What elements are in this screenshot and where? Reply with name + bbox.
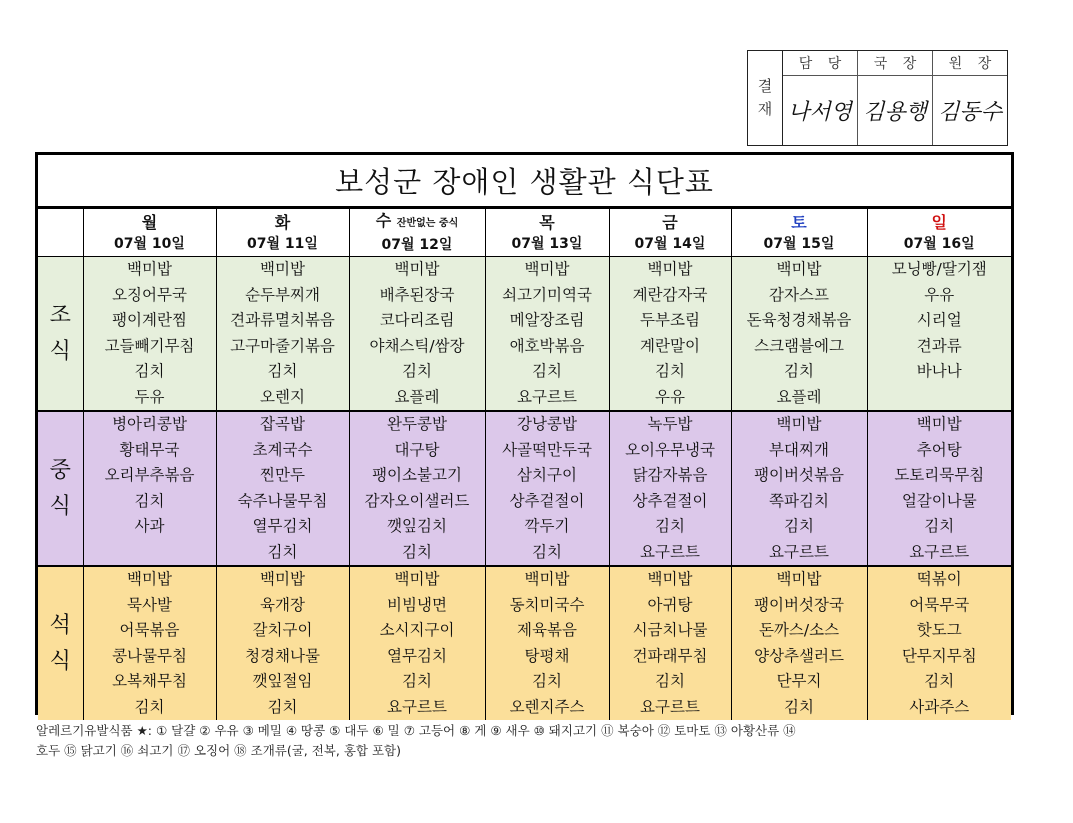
- menu-cell: [216, 257, 349, 412]
- menu-item: 계란감자국: [632, 285, 708, 304]
- menu-cell: [349, 257, 485, 412]
- menu-item: 순두부찌개: [245, 285, 320, 304]
- menu-item: 백미밥: [127, 570, 172, 588]
- menu-item: 모닝빵/딸기잼: [891, 260, 987, 278]
- meal-label-char: 식: [49, 648, 71, 674]
- day-date: 07월 13일: [511, 235, 583, 252]
- menu-cell: [731, 411, 867, 566]
- menu-item: 김치: [532, 672, 562, 690]
- menu-item: 요플레: [776, 387, 822, 406]
- menu-item: 김치: [784, 517, 814, 535]
- menu-item: 사과주스: [909, 697, 970, 716]
- menu-item: 열무김치: [387, 646, 447, 665]
- menu-item: 두부조림: [640, 311, 700, 329]
- menu-item: 닭감자볶음: [632, 466, 708, 484]
- menu-item: 초계국수: [252, 440, 313, 459]
- menu-item: 백미밥: [776, 260, 822, 278]
- dinner-row: [38, 566, 1011, 720]
- menu-item: 계란말이: [640, 336, 700, 355]
- menu-item: 탕평채: [524, 646, 570, 665]
- menu-item: 야채스틱/쌈장: [369, 336, 465, 355]
- menu-item: 건파래무침: [632, 646, 708, 665]
- menu-item: 백미밥: [647, 570, 693, 588]
- menu-table: [35, 152, 1014, 715]
- menu-item: 동치미국수: [509, 595, 585, 614]
- menu-item: 백미밥: [776, 570, 822, 588]
- menu-item: 요구르트: [387, 697, 447, 716]
- approval-role-char: 국: [873, 56, 888, 72]
- menu-item: 녹두밥: [647, 415, 693, 433]
- menu-item: 김치: [402, 542, 432, 561]
- allergy-line: 알레르기유발식품 ★: ① 달걀 ② 우유 ③ 메밀 ④ 땅콩 ⑤ 대두 ⑥ 밀 ⑦ 고등어 ⑧ 게 ⑨ 새우 ⑩ 돼지고기 ⑪ 복숭아 ⑫ 토마토 ⑬ 아황산류 ⑭: [36, 723, 796, 738]
- menu-item: 강낭콩밥: [517, 415, 577, 433]
- menu-item: 단무지무침: [901, 646, 977, 665]
- day-date: 07월 14일: [634, 235, 706, 252]
- menu-item: 감자오이샐러드: [364, 491, 470, 510]
- approval-role-char: 당: [827, 56, 842, 72]
- menu-item: 김치: [655, 517, 685, 535]
- menu-item: 스크램블에그: [754, 336, 844, 355]
- day-header: [485, 209, 609, 257]
- menu-cell: [867, 411, 1011, 566]
- menu-item: 김치: [134, 491, 165, 510]
- day-name: 금: [662, 212, 678, 232]
- menu-item: 요구르트: [640, 697, 700, 716]
- menu-item: 코다리조림: [379, 311, 455, 329]
- menu-item: 청경채나물: [245, 646, 320, 665]
- approval-role-char: 장: [902, 56, 917, 72]
- menu-cell: [349, 411, 485, 566]
- menu-cell: [731, 566, 867, 720]
- menu-item: 오이우무냉국: [625, 440, 715, 459]
- menu-item: 육개장: [260, 595, 305, 614]
- day-header: [83, 209, 216, 257]
- day-header: [731, 209, 867, 257]
- menu-item: 백미밥: [394, 260, 440, 278]
- menu-item: 김치: [655, 672, 685, 690]
- menu-item: 갈치구이: [252, 621, 313, 639]
- menu-item: 오렌지: [260, 387, 305, 406]
- menu-item: 돈육청경채볶음: [746, 311, 852, 329]
- menu-item: 깍두기: [524, 517, 570, 535]
- day-header: [349, 209, 485, 257]
- header-row: [38, 209, 1011, 257]
- menu-item: 쇠고기미역국: [502, 285, 592, 304]
- menu-cell: [83, 566, 216, 720]
- menu-item: 어묵무국: [909, 595, 970, 614]
- menu-item: 백미밥: [524, 570, 570, 588]
- meal-label-char: 식: [49, 338, 71, 364]
- menu-cell: [609, 257, 731, 412]
- menu-item: 단무지: [776, 672, 822, 690]
- approval-role-char: 원: [948, 56, 963, 72]
- menu-item: 떡볶이: [916, 570, 962, 588]
- menu-item: 오리부추볶음: [104, 466, 195, 484]
- menu-item: 김치: [267, 542, 298, 561]
- menu-item: 잡곡밥: [260, 415, 305, 433]
- menu-item: 고들빼기무침: [104, 336, 195, 355]
- day-name: 월: [141, 212, 158, 232]
- menu-item: 우유: [924, 285, 955, 304]
- meal-label-char: 조: [49, 302, 71, 328]
- menu-item: 백미밥: [647, 260, 693, 278]
- day-note: 잔반없는 중식: [396, 218, 459, 229]
- menu-item: 요구르트: [769, 542, 829, 561]
- menu-item: 팽이버섯볶음: [754, 466, 844, 484]
- menu-item: 애호박볶음: [509, 336, 585, 355]
- menu-item: 백미밥: [127, 260, 172, 278]
- menu-cell: [867, 257, 1011, 412]
- day-date: 07월 11일: [247, 235, 318, 252]
- menu-item: 오렌지주스: [509, 697, 585, 716]
- menu-item: 요구르트: [909, 542, 970, 561]
- menu-item: 두유: [134, 387, 165, 406]
- menu-item: 도토리묵무침: [894, 466, 985, 484]
- menu-item: 배추된장국: [379, 285, 455, 304]
- menu-item: 상추겉절이: [509, 491, 585, 510]
- menu-item: 감자스프: [769, 285, 829, 304]
- signature: 김용행: [863, 100, 927, 125]
- menu-item: 깻잎절임: [252, 672, 313, 690]
- signature: 나서영: [788, 100, 852, 125]
- menu-item: 김치: [267, 697, 298, 716]
- menu-cell: [216, 411, 349, 566]
- menu-item: 김치: [267, 362, 298, 380]
- menu-item: 아귀탕: [647, 595, 693, 614]
- day-name: 일: [931, 212, 947, 232]
- approval-box: [747, 50, 1008, 146]
- menu-item: 김치: [532, 542, 562, 561]
- breakfast-row: [38, 257, 1011, 412]
- lunch-row: [38, 411, 1011, 566]
- day-name: 목: [539, 212, 555, 232]
- menu-item: 숙주나물무침: [237, 491, 328, 510]
- menu-item: 완두콩밥: [387, 415, 447, 433]
- allergy-note: [36, 721, 1021, 761]
- menu-item: 김치: [924, 517, 955, 535]
- day-date: 07월 10일: [114, 235, 185, 252]
- menu-item: 시금치나물: [632, 621, 708, 639]
- day-date: 07월 15일: [763, 235, 835, 252]
- menu-cell: [609, 566, 731, 720]
- menu-item: 백미밥: [260, 570, 305, 588]
- menu-item: 김치: [134, 697, 165, 716]
- menu-item: 팽이소불고기: [372, 466, 462, 484]
- approval-column-director: [858, 51, 933, 145]
- approval-label-char: 결: [757, 77, 773, 95]
- menu-cell: [349, 566, 485, 720]
- approval-role-char: 담: [798, 56, 813, 72]
- menu-item: [84, 540, 216, 566]
- menu-item: 돈까스/소스: [758, 621, 840, 639]
- menu-item: 백미밥: [260, 260, 305, 278]
- menu-item: 오징어무국: [112, 285, 187, 304]
- menu-item: 삼치구이: [517, 466, 577, 484]
- menu-item: 묵사발: [127, 595, 172, 614]
- menu-item: 황태무국: [119, 440, 180, 459]
- allergy-line: 호두 ⑮ 닭고기 ⑯ 쇠고기 ⑰ 오징어 ⑱ 조개류(굴, 전복, 홍합 포함): [36, 743, 401, 758]
- menu-item: 시리얼: [916, 311, 962, 329]
- approval-label-char: 재: [757, 100, 773, 118]
- menu-item: 상추겉절이: [632, 491, 708, 510]
- meal-label-char: 중: [49, 457, 71, 483]
- corner-cell: [38, 209, 83, 257]
- menu-item: 깻잎김치: [387, 517, 447, 535]
- menu-item: 열무김치: [252, 517, 313, 535]
- day-header: [216, 209, 349, 257]
- menu-item: 제육볶음: [517, 621, 577, 639]
- menu-item: 김치: [402, 672, 432, 690]
- menu-item: 팽이버섯장국: [754, 595, 844, 614]
- menu-item: 소시지구이: [379, 621, 455, 639]
- menu-item: 김치: [532, 362, 562, 380]
- menu-item: 콩나물무침: [112, 646, 187, 665]
- menu-item: 요플레: [394, 387, 440, 406]
- day-header: [867, 209, 1011, 257]
- menu-item: 팽이계란찜: [112, 311, 187, 329]
- menu-grid: [38, 209, 1011, 720]
- day-name: 화: [274, 212, 291, 232]
- menu-item: 김치: [134, 362, 165, 380]
- menu-item: 김치: [784, 362, 814, 380]
- menu-item: 김치: [924, 672, 955, 690]
- menu-item: 찐만두: [260, 466, 305, 484]
- menu-item: 부대찌개: [769, 440, 829, 459]
- menu-item: 김치: [784, 697, 814, 716]
- menu-cell: [485, 566, 609, 720]
- menu-item: 메알장조림: [509, 311, 585, 329]
- menu-item: 쪽파김치: [769, 491, 829, 510]
- menu-item: 어묵볶음: [119, 621, 180, 639]
- day-date: 07월 12일: [381, 237, 453, 253]
- menu-cell: [609, 411, 731, 566]
- menu-item: 견과류: [916, 336, 962, 355]
- meal-label-char: 식: [49, 493, 71, 519]
- approval-role-char: 장: [977, 56, 992, 72]
- meal-label-char: 석: [49, 612, 71, 638]
- menu-item: 백미밥: [394, 570, 440, 588]
- day-name: 수: [375, 211, 392, 230]
- menu-cell: [485, 411, 609, 566]
- page-title: 보성군 장애인 생활관 식단표: [38, 155, 1011, 209]
- menu-item: 병아리콩밥: [112, 415, 187, 433]
- day-date: 07월 16일: [903, 235, 975, 252]
- menu-cell: [83, 411, 216, 566]
- menu-item: 견과류멸치볶음: [230, 311, 335, 329]
- menu-item: 요구르트: [640, 542, 700, 561]
- approval-column-head: [933, 51, 1007, 145]
- menu-item: [868, 385, 1012, 411]
- menu-item: 김치: [655, 362, 685, 380]
- menu-item: 대구탕: [394, 440, 440, 459]
- menu-cell: [731, 257, 867, 412]
- meal-label: [38, 257, 83, 412]
- menu-item: 오복채무침: [112, 672, 187, 690]
- menu-item: 사골떡만두국: [502, 440, 592, 459]
- menu-cell: [83, 257, 216, 412]
- menu-cell: [485, 257, 609, 412]
- menu-item: 백미밥: [916, 415, 962, 433]
- menu-item: 우유: [655, 387, 685, 406]
- menu-cell: [867, 566, 1011, 720]
- day-name: 토: [791, 212, 807, 232]
- menu-item: 김치: [402, 362, 432, 380]
- signature: 김동수: [938, 100, 1002, 125]
- menu-item: 추어탕: [916, 440, 962, 459]
- menu-item: 핫도그: [916, 621, 962, 639]
- menu-item: 백미밥: [776, 415, 822, 433]
- menu-item: 얼갈이나물: [901, 491, 977, 510]
- menu-item: 양상추샐러드: [754, 646, 844, 665]
- menu-item: 바나나: [916, 362, 962, 380]
- menu-item: 고구마줄기볶음: [230, 336, 335, 355]
- meal-label: [38, 411, 83, 566]
- menu-item: 사과: [134, 517, 165, 535]
- approval-column-manager: [783, 51, 858, 145]
- approval-label: [748, 51, 783, 145]
- meal-label: [38, 566, 83, 720]
- menu-item: 비빔냉면: [387, 595, 447, 614]
- menu-item: 요구르트: [517, 387, 577, 406]
- menu-item: 백미밥: [524, 260, 570, 278]
- day-header: [609, 209, 731, 257]
- menu-cell: [216, 566, 349, 720]
